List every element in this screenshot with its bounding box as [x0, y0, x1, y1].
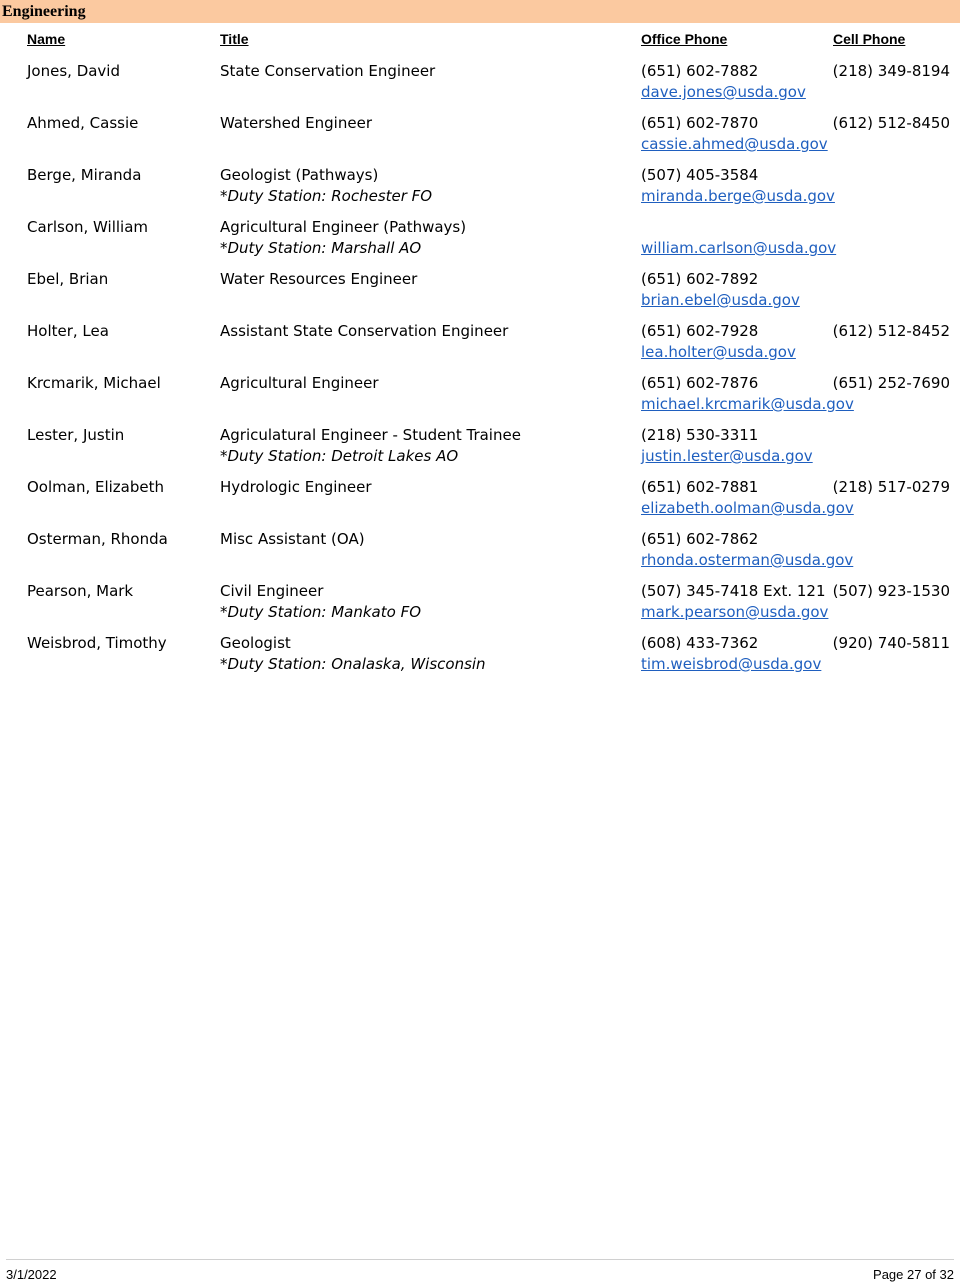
- footer-divider: [6, 1259, 954, 1260]
- cell-phone: (218) 517-0279: [832, 478, 950, 496]
- office-phone: [641, 217, 836, 238]
- duty-station: *Duty Station: Detroit Lakes AO: [220, 447, 459, 465]
- employee-name: Krcmarik, Michael: [27, 374, 161, 392]
- email-link[interactable]: miranda.berge@usda.gov: [641, 187, 835, 205]
- table-row: [0, 165, 960, 217]
- cell-phone: (612) 512-8450: [832, 114, 950, 132]
- table-row: [0, 113, 960, 165]
- column-header-title: Title: [220, 31, 249, 47]
- office-phone: (651) 602-7881: [641, 478, 759, 496]
- employee-name: Holter, Lea: [27, 322, 109, 340]
- footer-date: 3/1/2022: [6, 1267, 57, 1282]
- email-link[interactable]: lea.holter@usda.gov: [641, 343, 796, 361]
- employee-title-cell: [220, 269, 417, 290]
- column-header-name: Name: [27, 31, 66, 47]
- employee-title-cell: [220, 217, 466, 259]
- employee-name: Weisbrod, Timothy: [27, 634, 167, 652]
- email-link[interactable]: dave.jones@usda.gov: [641, 83, 806, 101]
- table-row: [0, 269, 960, 321]
- column-header-cell-phone: Cell Phone: [833, 31, 906, 47]
- employee-title: Assistant State Conservation Engineer: [220, 322, 509, 340]
- cell-phone: (612) 512-8452: [832, 322, 950, 340]
- footer-page-number: Page 27 of 32: [873, 1267, 954, 1282]
- employee-name: Oolman, Elizabeth: [27, 478, 165, 496]
- email-link[interactable]: mark.pearson@usda.gov: [641, 603, 829, 621]
- office-phone: (507) 405-3584: [641, 166, 759, 184]
- employee-title-cell: [220, 165, 432, 207]
- employee-title-cell: [220, 373, 379, 394]
- table-row: [0, 633, 960, 685]
- employee-title-cell: [220, 321, 508, 342]
- duty-station: *Duty Station: Marshall AO: [220, 239, 422, 257]
- table-row: [0, 529, 960, 581]
- office-phone: (218) 530-3311: [641, 426, 759, 444]
- employee-name: Pearson, Mark: [27, 582, 134, 600]
- table-row: [0, 61, 960, 113]
- table-row: [0, 477, 960, 529]
- office-contact-cell: [641, 581, 828, 623]
- employee-name: Ebel, Brian: [27, 270, 109, 288]
- employee-name: Jones, David: [27, 62, 120, 80]
- employee-title: Hydrologic Engineer: [220, 478, 372, 496]
- email-link[interactable]: cassie.ahmed@usda.gov: [641, 135, 828, 153]
- duty-station: *Duty Station: Rochester FO: [220, 187, 433, 205]
- employee-title: Misc Assistant (OA): [220, 530, 365, 548]
- office-phone: (651) 602-7892: [641, 270, 759, 288]
- employee-title: Watershed Engineer: [220, 114, 372, 132]
- employee-name: Carlson, William: [27, 218, 149, 236]
- office-phone: (651) 602-7928: [641, 322, 759, 340]
- email-link[interactable]: rhonda.osterman@usda.gov: [641, 551, 854, 569]
- employee-title: Agricultural Engineer: [220, 374, 379, 392]
- employee-name: Berge, Miranda: [27, 166, 142, 184]
- employee-name: Ahmed, Cassie: [27, 114, 139, 132]
- section-title: Engineering: [2, 3, 86, 20]
- office-phone: (507) 345-7418 Ext. 121: [641, 582, 826, 600]
- cell-phone: (920) 740-5811: [832, 634, 950, 652]
- employee-title: Geologist: [220, 634, 291, 652]
- office-contact-cell: [641, 321, 796, 363]
- employee-title: Agricultural Engineer (Pathways): [220, 218, 467, 236]
- table-row: [0, 321, 960, 373]
- employee-name: Lester, Justin: [27, 426, 125, 444]
- office-contact-cell: [641, 61, 806, 103]
- duty-station: *Duty Station: Onalaska, Wisconsin: [220, 655, 486, 673]
- cell-phone: (218) 349-8194: [832, 62, 950, 80]
- office-contact-cell: [641, 529, 853, 571]
- column-headers: [0, 29, 960, 51]
- employee-title-cell: [220, 61, 435, 82]
- office-contact-cell: [641, 269, 800, 311]
- office-contact-cell: [641, 633, 821, 675]
- employee-title: Agriculatural Engineer - Student Trainee: [220, 426, 521, 444]
- table-row: [0, 373, 960, 425]
- cell-phone: (651) 252-7690: [832, 374, 950, 392]
- email-link[interactable]: brian.ebel@usda.gov: [641, 291, 800, 309]
- table-row: [0, 581, 960, 633]
- office-contact-cell: [641, 113, 828, 155]
- office-contact-cell: [641, 477, 854, 519]
- office-contact-cell: [641, 217, 836, 259]
- table-row: [0, 425, 960, 477]
- column-header-office-phone: Office Phone: [641, 31, 728, 47]
- employee-title-cell: [220, 113, 372, 134]
- office-phone: (651) 602-7870: [641, 114, 759, 132]
- employee-title: State Conservation Engineer: [220, 62, 436, 80]
- office-phone: (651) 602-7862: [641, 530, 759, 548]
- directory-table: [0, 61, 960, 685]
- cell-phone: (507) 923-1530: [832, 582, 950, 600]
- office-contact-cell: [641, 165, 835, 207]
- employee-name: Osterman, Rhonda: [27, 530, 168, 548]
- employee-title-cell: [220, 477, 372, 498]
- email-link[interactable]: tim.weisbrod@usda.gov: [641, 655, 822, 673]
- email-link[interactable]: william.carlson@usda.gov: [641, 239, 837, 257]
- table-row: [0, 217, 960, 269]
- office-contact-cell: [641, 373, 854, 415]
- employee-title-cell: [220, 633, 486, 675]
- employee-title: Water Resources Engineer: [220, 270, 418, 288]
- office-phone: (651) 602-7876: [641, 374, 759, 392]
- employee-title-cell: [220, 581, 421, 623]
- employee-title: Civil Engineer: [220, 582, 324, 600]
- office-contact-cell: [641, 425, 813, 467]
- office-phone: (651) 602-7882: [641, 62, 759, 80]
- email-link[interactable]: elizabeth.oolman@usda.gov: [641, 499, 854, 517]
- employee-title-cell: [220, 425, 521, 467]
- office-phone: (608) 433-7362: [641, 634, 759, 652]
- email-link[interactable]: justin.lester@usda.gov: [641, 447, 813, 465]
- employee-title: Geologist (Pathways): [220, 166, 379, 184]
- email-link[interactable]: michael.krcmarik@usda.gov: [641, 395, 854, 413]
- duty-station: *Duty Station: Mankato FO: [220, 603, 422, 621]
- section-header: [0, 0, 960, 23]
- employee-title-cell: [220, 529, 365, 550]
